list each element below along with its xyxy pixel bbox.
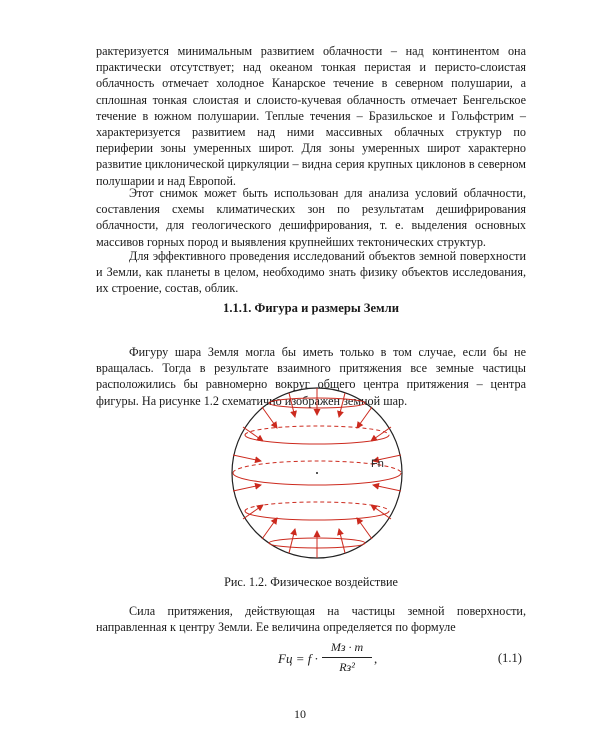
force-label: Fn <box>371 458 384 470</box>
formula-fraction <box>322 640 372 675</box>
paragraph-gravity: Сила притяжения, действующая на частицы земной поверхности, направленная к центру Земли. Ее величина определяется по формуле <box>96 604 526 635</box>
formula-denominator: Rз² <box>339 660 355 674</box>
equation-number: (1.1) <box>497 651 522 665</box>
earth-sphere-figure <box>227 383 407 563</box>
figure-caption: Рис. 1.2. Физическое воздействие <box>224 575 398 589</box>
page-number: 10 <box>294 707 306 721</box>
formula-lhs: Fц = f · <box>278 651 318 666</box>
formula-numerator: Mз · m <box>322 640 372 658</box>
paragraph-research: Для эффективного проведения исследований объектов земной поверхности и Земли, как планеты в целом, необходимо знать физику объектов исследования, их строение, состав, облик. <box>96 249 526 296</box>
paragraph-earth-shape: Фигуру шара Земля могла бы иметь только в том случае, если бы не вращалась. Тогда в результате взаимного притяжения все земные частицы расположились бы равномерно вокруг общего центра притяжения – центра фигуры. На рисунке 1.2 схематично изображен земной шар. <box>96 345 526 408</box>
section-heading: 1.1.1. Фигура и размеры Земли <box>223 301 399 315</box>
paragraph-clouds: рактеризуется минимальным развитием облачности – над континентом она практически отсутствует; над океаном тонкая перистая и перисто-слоистая облачность отмечает холодное Канарское течение в северном полушарии, а сплошная тонкая слоистая и слоисто-кучевая облачность отмечает Бенгельское течение в южном полушарии. Теплые течения – Бразильское и Гольфстрим – характеризуется развитием над ними массивных облачных структур по периферии зоны умеренных широт. Для зоны умеренных широт характерно развитие циклонической циркуляции – видна серия крупных циклонов в северном полушарии и над Европой. <box>96 44 526 188</box>
formula-tail: , <box>374 651 378 666</box>
center-point <box>316 472 318 474</box>
formula <box>96 640 526 686</box>
paragraph-image-usage: Этот снимок может быть использован для анализа условий облачности, составления схемы климатических зон по результатам дешифрирования облачности, для геологического дешифрирования, т. е. выделения основных массивов горных пород и выявления крупнейших тектонических структур. <box>96 186 526 249</box>
